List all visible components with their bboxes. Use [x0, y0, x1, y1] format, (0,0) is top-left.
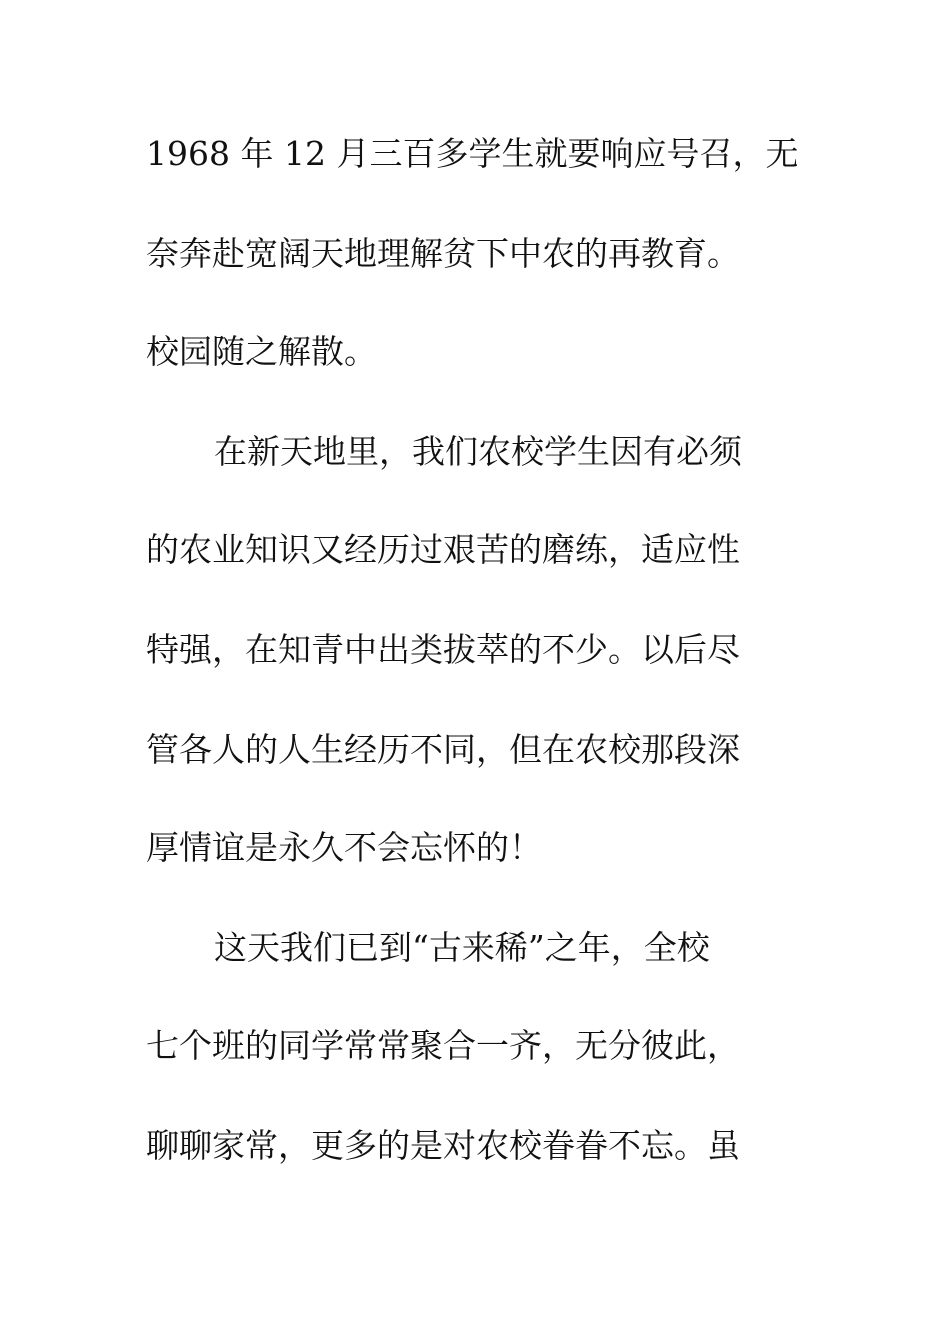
text-line-5: 的农业知识又经历过艰苦的磨练，适应性	[146, 530, 740, 569]
paragraph-2-first-line: 在新天地里，我们农校学生因有必须	[214, 432, 742, 471]
paragraph-3-first-line: 这天我们已到“古来稀”之年，全校	[214, 928, 710, 967]
text-line-11: 聊聊家常，更多的是对农校眷眷不忘。虽	[146, 1126, 740, 1165]
text-line-10: 七个班的同学常常聚合一齐，无分彼此，	[146, 1026, 740, 1065]
text-line-7: 管各人的人生经历不同，但在农校那段深	[146, 730, 740, 769]
text-line-3: 校园随之解散。	[146, 332, 377, 371]
text-line-8: 厚情谊是永久不会忘怀的！	[146, 828, 542, 867]
text-line-1: 1968 年 12 月三百多学生就要响应号召，无	[146, 134, 799, 173]
text-line-6: 特强，在知青中出类拔萃的不少。以后尽	[146, 630, 740, 669]
text-line-2: 奈奔赴宽阔天地理解贫下中农的再教育。	[146, 234, 740, 273]
